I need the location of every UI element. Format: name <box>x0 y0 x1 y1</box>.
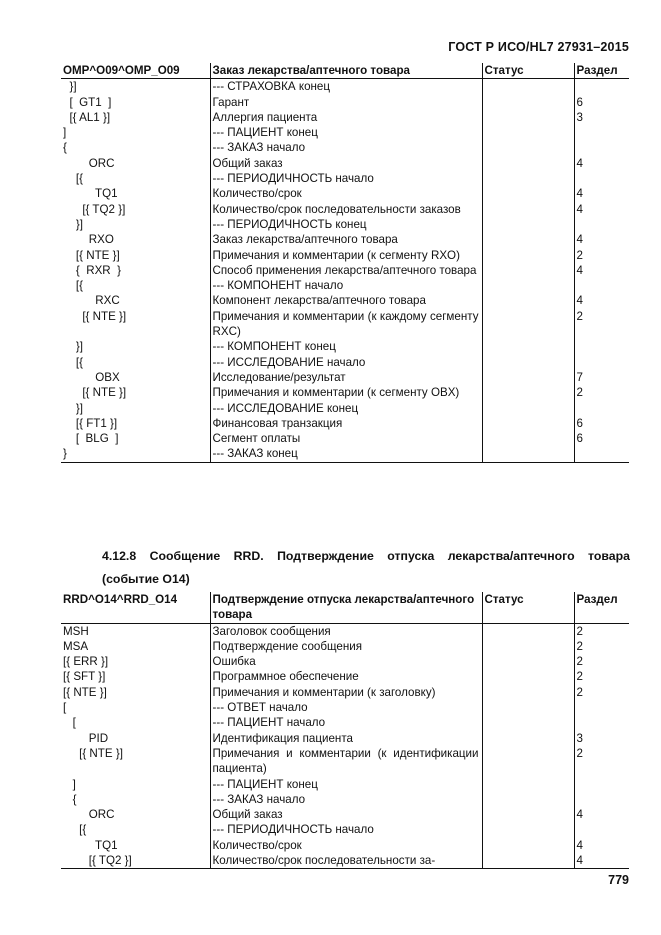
segment-status-cell <box>482 654 574 669</box>
table-row <box>61 370 629 385</box>
table-row <box>61 446 629 462</box>
table-body <box>61 79 629 462</box>
segment-status-cell <box>482 807 574 822</box>
segment-code-cell: [{ <box>63 172 83 186</box>
segment-section-cell: 4 <box>574 232 629 247</box>
segment-section-cell: 2 <box>574 248 629 263</box>
segment-code-cell: }] <box>63 80 77 94</box>
segment-description-cell: --- ПАЦИЕНТ конец <box>210 777 482 792</box>
segment-section-cell: 4 <box>574 263 629 278</box>
segment-description-cell: Финансовая транзакция <box>210 416 482 431</box>
segment-section-cell: 3 <box>574 731 629 746</box>
segment-section-cell <box>574 140 629 155</box>
segment-code-cell: TQ1 <box>63 838 118 852</box>
segment-section-cell: 4 <box>574 807 629 822</box>
table-row <box>61 401 629 416</box>
segment-section-cell: 4 <box>574 156 629 171</box>
segment-section-cell: 2 <box>574 685 629 700</box>
table-row <box>61 186 629 201</box>
segment-code-cell: MSA <box>63 639 89 653</box>
segment-code-cell: [{ NTE }] <box>63 309 127 323</box>
segment-code-cell: [{ <box>63 279 83 293</box>
segment-status-cell <box>482 639 574 654</box>
segment-code-cell: ] <box>63 126 67 140</box>
segment-section-cell: 2 <box>574 623 629 639</box>
segment-section-cell <box>574 171 629 186</box>
segment-section-cell: 4 <box>574 293 629 308</box>
segment-code-cell: }] <box>63 217 83 231</box>
segment-code-cell: [ <box>63 701 67 715</box>
segment-code-cell: [{ TQ2 }] <box>63 202 126 216</box>
segment-status-cell <box>482 140 574 155</box>
segment-status-cell <box>482 715 574 730</box>
segment-description-cell: Сегмент оплаты <box>210 431 482 446</box>
segment-section-cell <box>574 355 629 370</box>
segment-description-cell: Ошибка <box>210 654 482 669</box>
segment-description-cell: Программное обеспечение <box>210 669 482 684</box>
table-row <box>61 232 629 247</box>
segment-status-cell <box>482 731 574 746</box>
segment-status-cell <box>482 446 574 462</box>
table-row <box>61 669 629 684</box>
table-row <box>61 416 629 431</box>
table-row <box>61 746 629 777</box>
segment-status-cell <box>482 217 574 232</box>
segment-description-cell: --- ПЕРИОДИЧНОСТЬ начало <box>210 822 482 837</box>
segment-status-cell <box>482 125 574 140</box>
table-body <box>61 623 629 869</box>
segment-section-cell: 4 <box>574 838 629 853</box>
table-header-row <box>61 592 629 623</box>
segment-status-cell <box>482 838 574 853</box>
segment-status-cell <box>482 746 574 777</box>
segment-status-cell <box>482 431 574 446</box>
segment-code-cell: [{ SFT }] <box>63 670 106 684</box>
segment-status-cell <box>482 623 574 639</box>
column-header-description: Подтверждение отпуска лекарства/аптечного товара <box>210 592 482 623</box>
table-row <box>61 110 629 125</box>
segment-description-cell: --- ЗАКАЗ конец <box>210 446 482 462</box>
document-header: ГОСТ Р ИСО/HL7 27931–2015 <box>448 40 629 54</box>
segment-description-cell: Примечания и комментарии (к заголовку) <box>210 685 482 700</box>
table-row <box>61 792 629 807</box>
segment-description-cell: Примечания и комментарии (к сегменту RXO) <box>210 248 482 263</box>
segment-code-cell: ORC <box>63 808 115 822</box>
segment-code-cell: [ GT1 ] <box>63 95 112 109</box>
column-header-description: Заказ лекарства/аптечного товара <box>210 63 482 79</box>
table-row <box>61 715 629 730</box>
segment-status-cell <box>482 416 574 431</box>
segment-code-cell: MSH <box>63 624 89 638</box>
segment-status-cell <box>482 853 574 869</box>
segment-description-cell: --- ИССЛЕДОВАНИЕ конец <box>210 401 482 416</box>
table-row <box>61 202 629 217</box>
segment-description-cell: --- ЗАКАЗ начало <box>210 140 482 155</box>
segment-description-cell: Заголовок сообщения <box>210 623 482 639</box>
segment-code-cell: [{ NTE }] <box>63 685 107 699</box>
segment-section-cell <box>574 715 629 730</box>
segment-section-cell: 2 <box>574 746 629 777</box>
table-row <box>61 263 629 278</box>
table-row <box>61 853 629 869</box>
segment-status-cell <box>482 79 574 95</box>
segment-section-cell: 3 <box>574 110 629 125</box>
segment-description-cell: Количество/срок <box>210 838 482 853</box>
segment-code-cell: } <box>61 446 210 462</box>
segment-section-cell <box>574 777 629 792</box>
segment-description-cell: --- КОМПОНЕНТ начало <box>210 278 482 293</box>
table-row <box>61 838 629 853</box>
table-row <box>61 639 629 654</box>
segment-section-cell: 2 <box>574 385 629 400</box>
segment-status-cell <box>482 171 574 186</box>
segment-code-cell: }] <box>63 340 83 354</box>
segment-code-cell: [{ NTE }] <box>63 386 127 400</box>
segment-section-cell: 7 <box>574 370 629 385</box>
table-row <box>61 623 629 639</box>
table-row <box>61 278 629 293</box>
table-row <box>61 431 629 446</box>
table-row <box>61 248 629 263</box>
segment-code-cell: ORC <box>63 156 115 170</box>
segment-section-cell <box>574 700 629 715</box>
segment-status-cell <box>482 700 574 715</box>
segment-section-cell <box>574 339 629 354</box>
segment-code-cell: }] <box>63 401 83 415</box>
table-row <box>61 217 629 232</box>
segment-code-cell: OBX <box>63 370 120 384</box>
column-header-message: OMP^O09^OMP_O09 <box>61 63 210 79</box>
column-header-section: Раздел <box>574 63 629 79</box>
segment-description-cell: Компонент лекарства/аптечного товара <box>210 293 482 308</box>
segment-status-cell <box>482 263 574 278</box>
segment-code-cell: { RXR } <box>63 263 121 277</box>
segment-section-cell: 2 <box>574 639 629 654</box>
segment-section-cell <box>574 822 629 837</box>
table-row <box>61 125 629 140</box>
segment-status-cell <box>482 156 574 171</box>
segment-section-cell: 2 <box>574 669 629 684</box>
segment-section-cell <box>574 278 629 293</box>
segment-code-cell: [{ <box>63 355 83 369</box>
segment-status-cell <box>482 186 574 201</box>
segment-code-cell: [{ NTE }] <box>63 248 120 262</box>
segment-table-rrd-o14 <box>61 592 629 869</box>
table-row <box>61 822 629 837</box>
segment-code-cell: [{ TQ2 }] <box>61 853 210 869</box>
segment-description-cell: Примечания и комментарии (к сегменту OBX) <box>210 385 482 400</box>
segment-code-cell: [{ FT1 }] <box>63 416 118 430</box>
segment-description-cell: Общий заказ <box>210 807 482 822</box>
segment-description-cell: Количество/срок <box>210 186 482 201</box>
column-header-status: Статус <box>482 592 574 623</box>
segment-description-cell: Примечания и комментарии (к каждому сегменту RXC) <box>210 309 482 340</box>
segment-status-cell <box>482 385 574 400</box>
segment-code-cell: [{ ERR }] <box>63 655 109 669</box>
segment-status-cell <box>482 777 574 792</box>
column-header-status: Статус <box>482 63 574 79</box>
segment-code-cell: [{ AL1 }] <box>63 110 111 124</box>
segment-section-cell: 6 <box>574 416 629 431</box>
segment-code-cell: RXC <box>63 294 120 308</box>
table-row <box>61 355 629 370</box>
segment-description-cell: Подтверждение сообщения <box>210 639 482 654</box>
segment-status-cell <box>482 248 574 263</box>
segment-description-cell: Общий заказ <box>210 156 482 171</box>
segment-code-cell: [{ NTE }] <box>63 746 123 760</box>
segment-description-cell: Исследование/результат <box>210 370 482 385</box>
segment-description-cell: --- ПАЦИЕНТ конец <box>210 125 482 140</box>
segment-code-cell: { <box>63 141 67 155</box>
table-row <box>61 140 629 155</box>
table-row <box>61 293 629 308</box>
segment-code-cell: RXO <box>63 233 114 247</box>
segment-status-cell <box>482 822 574 837</box>
segment-status-cell <box>482 202 574 217</box>
segment-description-cell: Аллергия пациента <box>210 110 482 125</box>
segment-section-cell: 2 <box>574 654 629 669</box>
segment-description-cell: --- КОМПОНЕНТ конец <box>210 339 482 354</box>
segment-section-cell <box>574 792 629 807</box>
section-heading: 4.12.8 Сообщение RRD. Подтверждение отпуска лекарства/аптечного товара (событие O14) <box>102 549 630 586</box>
segment-code-cell: [{ <box>63 823 87 837</box>
segment-status-cell <box>482 309 574 340</box>
table-row <box>61 339 629 354</box>
page-number: 779 <box>608 873 629 887</box>
table-row <box>61 79 629 95</box>
column-header-section: Раздел <box>574 592 629 623</box>
table-header-row <box>61 63 629 79</box>
segment-description-cell: Идентификация пациента <box>210 731 482 746</box>
table-row <box>61 654 629 669</box>
segment-description-cell: Количество/срок последовательности за- <box>210 853 482 869</box>
segment-section-cell: 4 <box>574 202 629 217</box>
segment-section-cell: 4 <box>574 186 629 201</box>
segment-description-cell: Гарант <box>210 95 482 110</box>
segment-description-cell: --- СТРАХОВКА конец <box>210 79 482 95</box>
segment-description-cell: --- ОТВЕТ начало <box>210 700 482 715</box>
table-row <box>61 385 629 400</box>
segment-description-cell: --- ЗАКАЗ начало <box>210 792 482 807</box>
segment-section-cell: 6 <box>574 95 629 110</box>
segment-description-cell: --- ПАЦИЕНТ начало <box>210 715 482 730</box>
segment-status-cell <box>482 110 574 125</box>
segment-description-cell: --- ПЕРИОДИЧНОСТЬ конец <box>210 217 482 232</box>
column-header-message: RRD^O14^RRD_O14 <box>61 592 210 623</box>
table-row <box>61 171 629 186</box>
table-row <box>61 156 629 171</box>
segment-section-cell <box>574 79 629 95</box>
segment-description-cell: Заказ лекарства/аптечного товара <box>210 232 482 247</box>
segment-section-cell <box>574 125 629 140</box>
table-row <box>61 777 629 792</box>
segment-code-cell: [ BLG ] <box>63 432 119 446</box>
segment-section-cell: 2 <box>574 309 629 340</box>
segment-code-cell: ] <box>63 777 76 791</box>
table-row <box>61 95 629 110</box>
segment-status-cell <box>482 792 574 807</box>
segment-table-omp-o09 <box>61 63 629 463</box>
segment-status-cell <box>482 339 574 354</box>
segment-description-cell: Количество/срок последовательности заказов <box>210 202 482 217</box>
segment-status-cell <box>482 685 574 700</box>
segment-status-cell <box>482 232 574 247</box>
segment-section-cell <box>574 217 629 232</box>
table-row <box>61 731 629 746</box>
segment-section-cell <box>574 446 629 462</box>
segment-code-cell: TQ1 <box>63 187 118 201</box>
table-row <box>61 309 629 340</box>
segment-description-cell: Способ применения лекарства/аптечного товара <box>210 263 482 278</box>
table-row <box>61 685 629 700</box>
segment-status-cell <box>482 669 574 684</box>
segment-status-cell <box>482 370 574 385</box>
segment-status-cell <box>482 278 574 293</box>
segment-code-cell: PID <box>63 731 109 745</box>
segment-status-cell <box>482 355 574 370</box>
segment-description-cell: Примечания и комментарии (к идентификации пациента) <box>210 746 482 777</box>
table-row <box>61 807 629 822</box>
segment-code-cell: { <box>63 792 77 806</box>
segment-section-cell: 4 <box>574 853 629 869</box>
segment-section-cell: 6 <box>574 431 629 446</box>
segment-section-cell <box>574 401 629 416</box>
segment-status-cell <box>482 293 574 308</box>
segment-description-cell: --- ИССЛЕДОВАНИЕ начало <box>210 355 482 370</box>
segment-code-cell: [ <box>63 716 76 730</box>
segment-status-cell <box>482 401 574 416</box>
segment-status-cell <box>482 95 574 110</box>
table-row <box>61 700 629 715</box>
segment-description-cell: --- ПЕРИОДИЧНОСТЬ начало <box>210 171 482 186</box>
